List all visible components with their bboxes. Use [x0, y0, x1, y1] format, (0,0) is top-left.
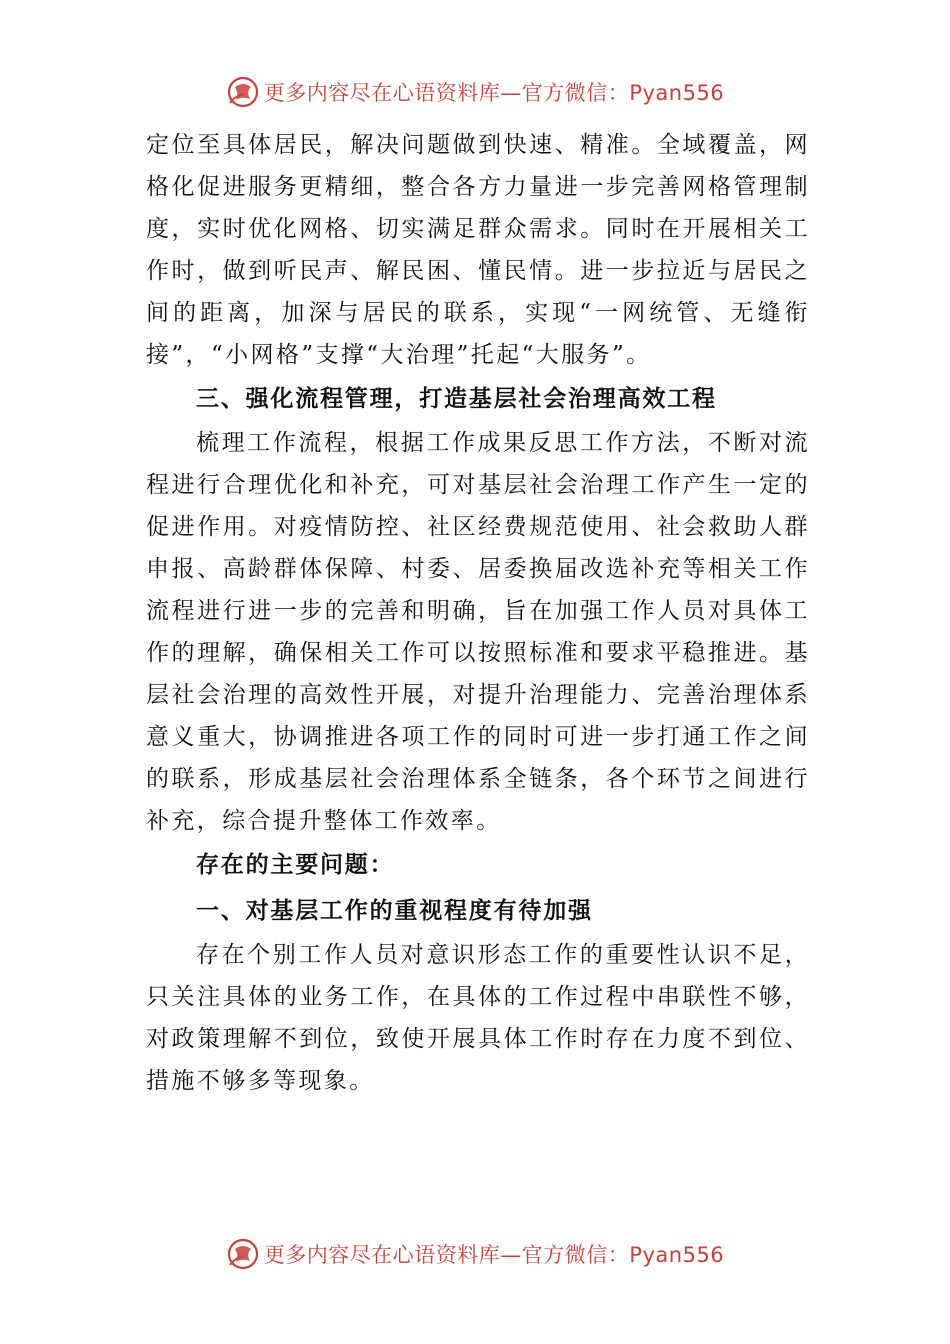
seal-logo-icon: [226, 75, 260, 109]
paragraph-grid-service: 定位至具体居民，解决问题做到快速、精准。全域覆盖，网格化促进服务更精细，整合各方力量进一步完善网格管理制度，实时优化网格、切实满足群众需求。同时在开展相关工作时，做到听民声、解民困、懂民情。进一步拉近与居民之间的距离，加深与居民的联系，实现“一网统管、无缝衔接”，“小网格”支撑“大治理”托起“大服务”。: [146, 132, 810, 368]
section-heading-3: 三、强化流程管理，打造基层社会治理高效工程: [196, 385, 717, 412]
watermark-text: 更多内容尽在心语资料库—官方微信：Pyan556: [263, 81, 725, 105]
paragraph-problem-1: 存在个别工作人员对意识形态工作的重要性认识不足，只关注具体的业务工作，在具体的工作过程中串联性不够，对政策理解不到位，致使开展具体工作时存在力度不到位、措施不够多等现象。: [146, 942, 810, 1094]
problem-heading-1: 一、对基层工作的重视程度有待加强: [196, 897, 593, 924]
header-watermark-banner: [0, 72, 950, 112]
footer-watermark-banner: [0, 1234, 950, 1274]
seal-logo-icon: [226, 1237, 260, 1271]
problems-title: 存在的主要问题：: [196, 851, 395, 878]
document-body: [146, 124, 810, 1102]
watermark-text: 更多内容尽在心语资料库—官方微信：Pyan556: [263, 1243, 725, 1267]
paragraph-process-management: 梳理工作流程，根据工作成果反思工作方法，不断对流程进行合理优化和补充，可对基层社会治理工作产生一定的促进作用。对疫情防控、社区经费规范使用、社会救助人群申报、高龄群体保障、村委、居委换届改选补充等相关工作流程进行进一步的完善和明确，旨在加强工作人员对具体工作的理解，确保相关工作可以按照标准和要求平稳推进。基层社会治理的高效性开展，对提升治理能力、完善治理体系意义重大，协调推进各项工作的同时可进一步打通工作之间的联系，形成基层社会治理体系全链条，各个环节之间进行补充，综合提升整体工作效率。: [146, 430, 810, 834]
